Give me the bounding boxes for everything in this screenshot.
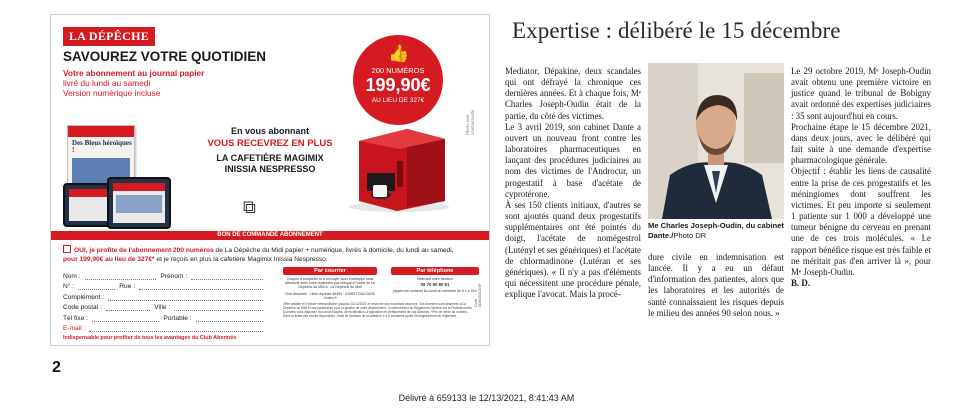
- rue-label: Rue :: [119, 283, 136, 290]
- order-lead: OUI, je profite de l'abonnement 200 numéros: [74, 247, 214, 254]
- la-depeche-logo: LA DÉPÊCHE: [63, 27, 155, 46]
- article-paragraph: Mediator, Dépakine, deux scandales qui ont défrayé la chronique ces dernières années. Et à chaque fois, Mᵉ Charles Joseph-Oudin était de la partie, du côté des victimes.: [505, 66, 641, 121]
- ad-subheadlines: [63, 68, 204, 98]
- code-postal-label: Code postal :: [63, 304, 102, 311]
- article-paragraph: Prochaine étape le 15 décembre 2021, dans deux jours, avec le délibéré qui fait suite à une demande d'expertise pharmacologique générale.: [791, 121, 931, 166]
- article-column-2: [648, 252, 784, 319]
- article-paragraph: Objectif : établir les liens de causalité entre la prise de ces progestatifs et les méningiomes dont souffrent les victimes. Et peu importe si seulement 1 patiente sur 1 000 a développé une tumeur bénigne du cerveau en prenant une de ces trois molécules. « Le rapport bénéfice risque est très faible et ne méritait pas d'en arriver là », pour Mᵉ Joseph-Oudin.: [791, 166, 931, 277]
- complement-field[interactable]: [108, 293, 263, 301]
- portable-field[interactable]: [196, 314, 263, 322]
- mail-order-address: Club Abonnés · Libre réponse 36394 · 31089 TOULOUSE Cedex 9: [285, 291, 375, 300]
- order-checkbox[interactable]: [63, 245, 71, 253]
- price-badge: [353, 35, 443, 125]
- tablet-image-2: [107, 177, 171, 229]
- legal-text: Offre valable en France métropolitaine jusqu'au 31/12/2021 et réservée aux nouveaux abonnés. Vos données sont destinées à La Dépêche du Midi et ses partenaires pour la gestion de votre abonnement. Conformément au Règlement Général sur la Protection des Données vous disposez d'un droit d'accès, de rectification, d'opposition et d'effacement de vos données. *Prix de vente au numéro. Dans la limite des stocks disponibles. Délai de livraison de la cafetière 4 à 6 semaines après l'enregistrement du règlement.: [283, 302, 472, 318]
- numero-label: N° :: [63, 283, 75, 290]
- ville-label: Ville :: [154, 304, 171, 311]
- article-paragraph: dure civile en indemnisation est lancée. Il y a eu un défaut d'information des patientes, alors que les laboratoires et les autorités de santé connaissaient les risques depuis le milieu des années 90 selon nous. »: [648, 252, 784, 318]
- delivery-footer: Délivré à 659133 le 12/13/2021, 8:41:43 AM: [398, 393, 575, 403]
- photo-caption: [648, 221, 784, 240]
- email-field[interactable]: [89, 324, 263, 332]
- nom-label: Nom :: [63, 272, 81, 280]
- ad-headline: SAVOUREZ VOTRE QUOTIDIEN: [63, 49, 267, 64]
- offer-text: [201, 126, 339, 175]
- offer-line-2: VOUS RECEVREZ EN PLUS: [207, 138, 333, 149]
- portable-label: Portable :: [163, 314, 192, 322]
- badge-issues: 200 NUMÉROS: [371, 66, 425, 75]
- rue-field[interactable]: [139, 282, 263, 290]
- newspapers-illustration: [63, 121, 179, 229]
- code-postal-field[interactable]: [106, 303, 150, 311]
- order-form: [63, 269, 263, 341]
- email-label: E-mail :: [63, 325, 86, 332]
- order-form-header: BON DE COMMANDE ABONNEMENT: [51, 231, 489, 240]
- nom-field[interactable]: [85, 272, 157, 280]
- article-paragraph: Le 3 avril 2019, son cabinet Dante a ouvert un nouveau front contre les laboratoires pharmaceutiques en lançant des procédures judiciaires au nom des victimes de l'Androcur, un progestatif à base d'acétate de cyprotérone.: [505, 121, 641, 199]
- prenom-label: Prénom :: [160, 272, 188, 280]
- mail-order-label: Par courrier: [283, 267, 377, 275]
- tel-field[interactable]: [92, 314, 159, 322]
- caption-credit: Photo DR: [673, 230, 707, 240]
- ad-code: Code DDM2021A/SP: [474, 283, 482, 307]
- complement-label: Complément :: [63, 293, 105, 301]
- ville-field[interactable]: [174, 303, 263, 311]
- devices-icon: ⧉: [243, 197, 256, 218]
- offer-line-3: LA CAFETIÈRE MAGIMIX INISSIA NESPRESSO: [216, 153, 324, 174]
- article-column-1: [505, 66, 641, 300]
- email-note: Indispensable pour profiter de tous les avantages du Club Abonnés: [63, 335, 237, 341]
- page-number: 2: [52, 359, 61, 376]
- mail-order-block: [283, 267, 377, 300]
- prenom-field[interactable]: [191, 272, 263, 280]
- order-gift: et je reçois en plus la cafetière Magimix Inissia Nespresso.: [154, 256, 328, 263]
- order-checkbox-row[interactable]: [63, 245, 468, 264]
- ad-line-delivery: livré du lundi au samedi: [63, 78, 151, 88]
- caption-name: Me Charles Joseph-Oudin, du cabinet Dante./: [648, 221, 784, 240]
- article-paragraph: Le 29 octobre 2019, Mᵉ Joseph-Oudin avait obtenu une première victoire en justice quand le tribunal de Bobigny avait ordonné des expertises judiciaires : 35 sont aujourd'hui en cours.: [791, 66, 931, 121]
- ad-line-subscription: Votre abonnement au journal papier: [63, 68, 205, 78]
- coffee-machine-image: [337, 121, 455, 213]
- subscription-advertisement: [50, 14, 490, 346]
- numero-field[interactable]: [78, 282, 115, 290]
- tel-label: Tél fixe :: [63, 314, 88, 322]
- order-details: de La Dépêche du Midi papier + numérique, livrés à domicile, du lundi au samedi,: [213, 247, 454, 254]
- badge-price: 199,90€: [365, 75, 431, 95]
- badge-original-price: AU LIEU DE 327€: [371, 97, 425, 104]
- order-price: pour 199,90€ au lieu de 327€*: [63, 256, 155, 263]
- phone-order-block: [391, 267, 479, 294]
- author-signature: B. D.: [791, 277, 810, 288]
- lawyer-portrait-photo: [648, 63, 784, 219]
- article-column-3: [791, 66, 931, 289]
- mail-order-text: Coupon à compléter et à renvoyer sous enveloppe sans affranchir avec votre règlement par chèque à l'ordre de La Dépêche du Midi à : La Dépêche du Midi: [285, 277, 375, 290]
- thumbs-up-icon: 👍: [388, 44, 410, 63]
- phone-hours: (appel non surtaxé) Du lundi au vendredi de 8 h à 18 h: [392, 289, 478, 294]
- phone-order-text: Relevant votre fonction: [417, 277, 453, 281]
- tablet-image: [63, 183, 113, 227]
- article-title: Expertise : délibéré le 15 décembre: [512, 18, 841, 43]
- photo-disclaimer: Photo non contractuelle: [465, 109, 475, 135]
- article-paragraph: À ses 150 clients initiaux, d'autres se sont ajoutés quand deux progestatifs supplémentaires ont été pointés du doigt, l'acétate de nomégestrol (Lutényl et ses génériques) et l'acétate de chlormadinone (Lutéran et ses génériques). « Il n'y a pas d'éléments qui nécessitent une procédure pénale, explique l'avocat. Mais la procé-: [505, 199, 641, 300]
- offer-line-1: En vous abonnant: [230, 126, 309, 136]
- ad-line-digital: Version numérique incluse: [63, 88, 161, 98]
- phone-order-label: Par téléphone: [391, 267, 479, 275]
- newspaper-headline: Des Bleus héroïques !: [72, 139, 132, 154]
- phone-number: 09 70 80 80 81: [420, 282, 450, 288]
